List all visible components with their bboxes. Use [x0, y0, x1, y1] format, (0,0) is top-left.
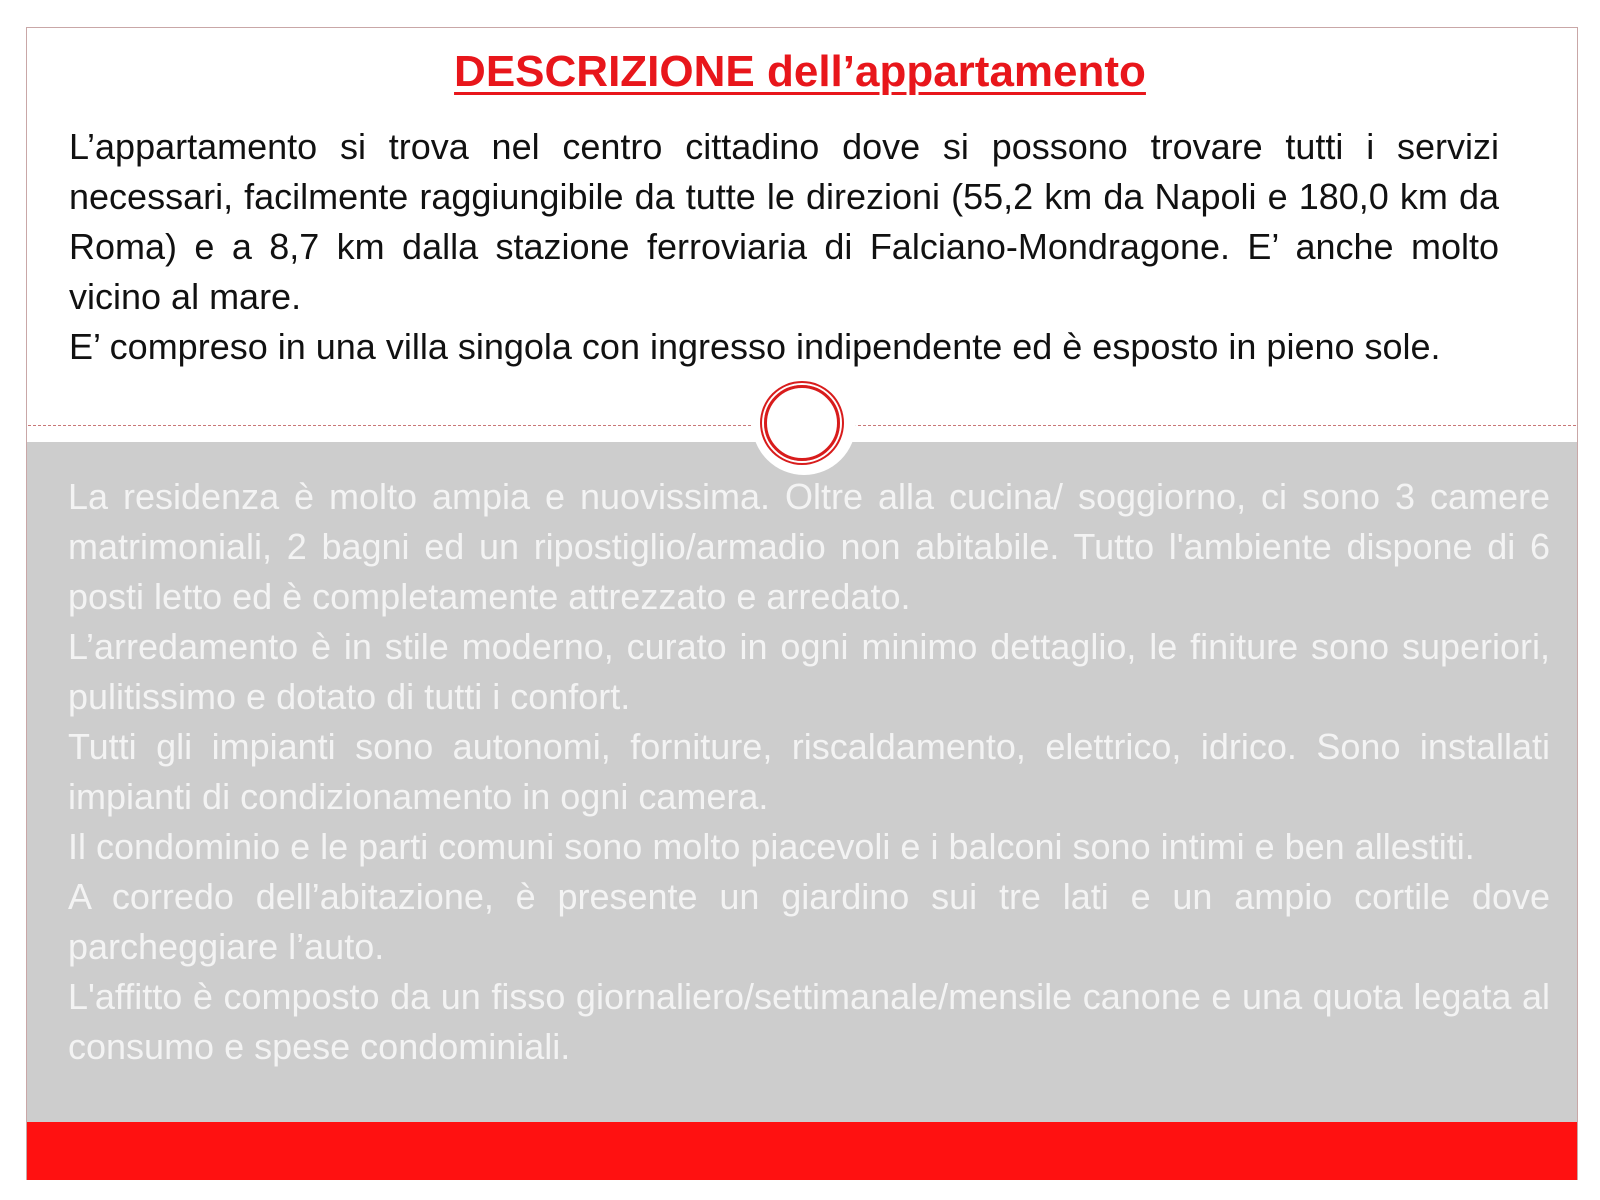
- intro-section: [69, 122, 1557, 372]
- details-section: [68, 472, 1550, 1072]
- paragraph-condominium: Il condominio e le parti comuni sono molto piacevoli e i balconi sono intimi e ben allestiti.: [68, 826, 1475, 867]
- paragraph-rooms: La residenza è molto ampia e nuovissima. Oltre alla cucina/ soggiorno, ci sono 3 camere matrimoniali, 2 bagni ed un ripostiglio/armadio non abitabile. Tutto l'ambiente dispone di 6 posti letto ed è completamente attrezzato e arredato.: [68, 476, 1550, 617]
- paragraph-rent: L'affitto è composto da un fisso giornaliero/settimanale/mensile canone e una quota legata al consumo e spese condominiali.: [68, 976, 1550, 1067]
- paragraph-garden: A corredo dell’abitazione, è presente un giardino sui tre lati e un ampio cortile dove parcheggiare l’auto.: [68, 876, 1550, 967]
- paragraph-furnishing: L’arredamento è in stile moderno, curato in ogni minimo dettaglio, le finiture sono superiori, pulitissimo e dotato di tutti i confort.: [68, 626, 1550, 717]
- intro-paragraph-villa: E’ compreso in una villa singola con ingresso indipendente ed è esposto in pieno sole.: [69, 326, 1441, 367]
- intro-paragraph-location: L’appartamento si trova nel centro cittadino dove si possono trovare tutti i servizi necessari, facilmente raggiungibile da tutte le direzioni (55,2 km da Napoli e 180,0 km da Roma) e a 8,7 km dalla stazione ferroviaria di Falciano-Mondragone. E’ anche molto vicino al mare.: [69, 126, 1499, 317]
- circle-ornament-icon: [764, 385, 840, 461]
- footer-bar: [27, 1122, 1577, 1180]
- paragraph-utilities: Tutti gli impianti sono autonomi, forniture, riscaldamento, elettrico, idrico. Sono installati impianti di condizionamento in ogni camera.: [68, 726, 1550, 817]
- page-title: DESCRIZIONE dell’appartamento: [454, 47, 1146, 96]
